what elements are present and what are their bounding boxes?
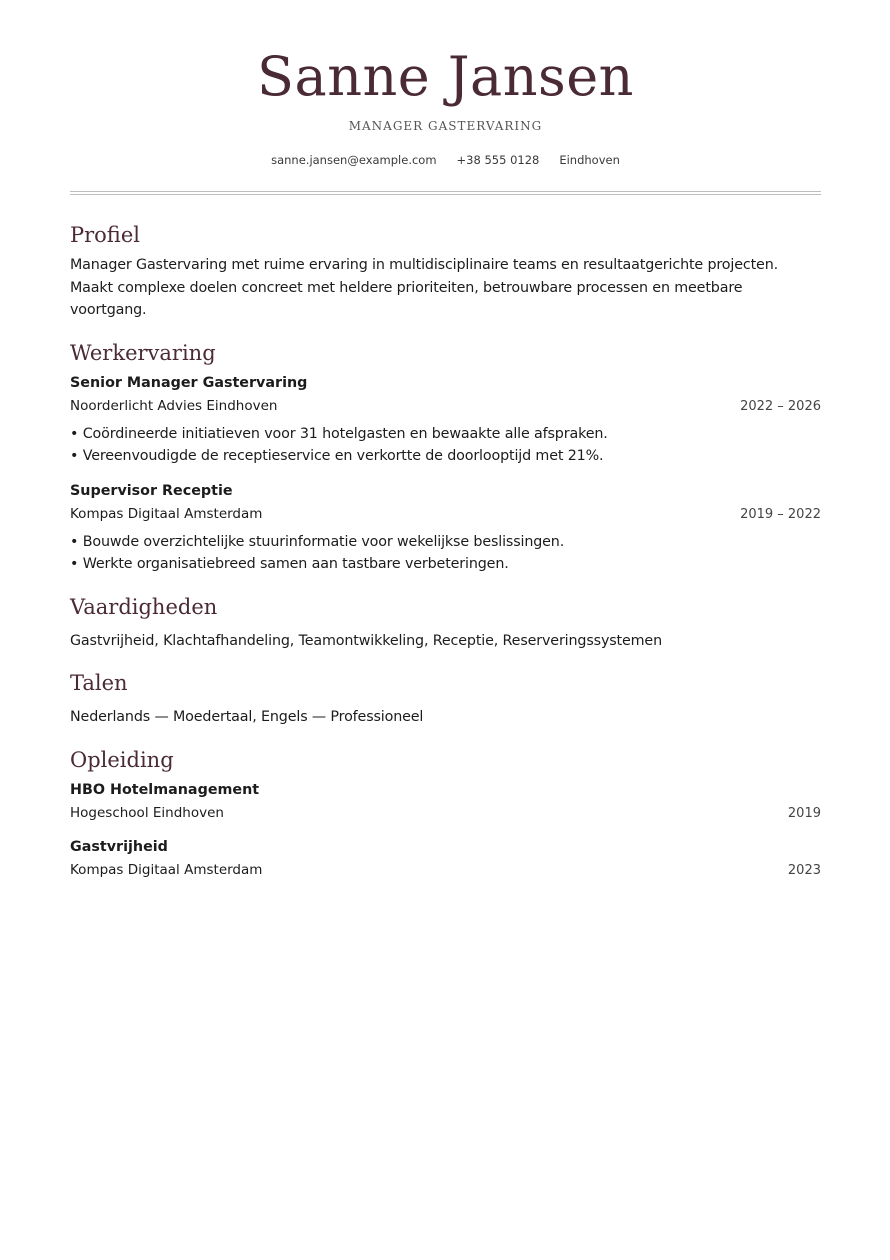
skills-heading: Vaardigheden <box>70 594 218 619</box>
education-section <box>70 745 821 883</box>
education-title: Gastvrijheid <box>70 838 168 855</box>
education-institution: Kompas Digitaal Amsterdam <box>70 861 263 878</box>
job-bullet: • Werkte organisatiebreed samen aan tastbare verbeteringen. <box>70 553 821 576</box>
resume-header <box>70 0 821 167</box>
profile-text: Manager Gastervaring met ruime ervaring in multidisciplinaire teams en resultaatgerichte projecten. Maakt complexe doelen concreet met heldere prioriteiten, betrouwbare processen en meetbare voortgang. <box>70 257 778 318</box>
education-entry <box>70 779 821 826</box>
resume-page <box>70 0 821 883</box>
job-bullet: • Bouwde overzichtelijke stuurinformatie voor wekelijkse beslissingen. <box>70 531 821 554</box>
experience-heading: Werkervaring <box>70 340 216 365</box>
job-meta <box>70 502 821 527</box>
contact-location: Eindhoven <box>559 153 620 167</box>
job-organization: Kompas Digitaal Amsterdam <box>70 505 263 522</box>
languages-text: Nederlands — Moedertaal, Engels — Professioneel <box>70 709 424 725</box>
education-meta <box>70 801 821 826</box>
profile-heading: Profiel <box>70 223 140 247</box>
skills-text: Gastvrijheid, Klachtafhandeling, Teamontwikkeling, Receptie, Reserveringssystemen <box>70 632 662 649</box>
education-entry <box>70 836 821 883</box>
job-bullet: • Vereenvoudigde de receptieservice en verkortte de doorlooptijd met 21%. <box>70 445 821 468</box>
job-title: Senior Manager Gastervaring <box>70 374 308 391</box>
skills-section <box>70 592 821 653</box>
job-bullets <box>70 531 821 576</box>
contact-line <box>70 153 821 167</box>
education-year: 2023 <box>787 862 821 878</box>
job-bullet: • Coördineerde initiatieven voor 31 hotelgasten en bewaakte alle afspraken. <box>70 423 821 446</box>
contact-email: sanne.jansen@example.com <box>271 153 437 167</box>
candidate-name: Sanne Jansen <box>257 45 634 108</box>
job-dates: 2022 – 2026 <box>740 398 821 414</box>
profile-section <box>70 220 821 322</box>
experience-section <box>70 338 821 576</box>
education-year: 2019 <box>787 805 821 821</box>
job-entry <box>70 372 821 468</box>
job-bullets <box>70 423 821 468</box>
contact-phone: +38 555 0128 <box>456 153 540 167</box>
job-entry <box>70 480 821 576</box>
education-heading: Opleiding <box>70 747 174 772</box>
header-divider <box>70 191 821 195</box>
education-title: HBO Hotelmanagement <box>70 781 260 798</box>
job-title: Supervisor Receptie <box>70 482 233 499</box>
education-meta <box>70 858 821 883</box>
job-organization: Noorderlicht Advies Eindhoven <box>70 397 278 414</box>
languages-heading: Talen <box>70 671 128 695</box>
languages-section <box>70 668 821 729</box>
candidate-title: MANAGER GASTERVARING <box>348 119 543 133</box>
education-institution: Hogeschool Eindhoven <box>70 804 224 821</box>
job-meta <box>70 394 821 419</box>
job-dates: 2019 – 2022 <box>740 506 821 522</box>
